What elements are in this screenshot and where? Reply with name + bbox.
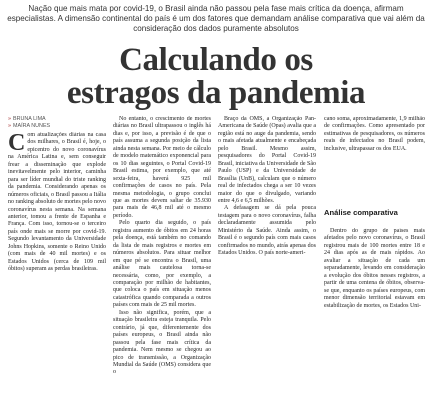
byline: [8, 116, 88, 130]
paragraph: Dentro do grupo de países mais afetados pelo novo coronavírus, o Brasil registrou mais de 100 mortes entre 18 e 24 dias após as de mais rápidos. Ao avaliar a situação de cada um separadamente, levando em consideração a evolução dos óbitos nesses registros, a partir de uma centena de óbitos, observa-se que, enquanto os países europeus, com menor dimensão territorial estavam em estabilização de mortes, os Estados Uni-: [324, 228, 425, 309]
byline-marker-icon: »: [8, 116, 11, 122]
drop-cap: C: [8, 132, 26, 156]
headline-line-1: Calculando os: [119, 42, 313, 78]
article-column-5: [324, 228, 425, 394]
article-headline: [0, 44, 432, 110]
article-column-4: [324, 116, 425, 194]
paragraph: A defasagem se dá pela pouca testagem para o novo coronavírus, falha declaradamente assumida pelo Ministério da Saúde. Ainda assim, o Brasil é o segundo país com mais casos confirmados no mundo, atrás apenas dos Estados Unidos. O país norte-ameri-: [218, 205, 316, 257]
paragraph: Braço da OMS, a Organização Pan-Americana de Saúde (Opas) avalia que a região está no auge da pandemia, sendo o mais afetada atualmente e encabeçada pelo Brasil. Mesmo assim, pesquisadores do Portal Covid-19 Brasil, iniciativa da Universidade de São Paulo (USP) e da Universidade de Brasília (UnB), calculam que o número real de infectados chega a ser 10 vezes maior do que o divulgado, variando entre 4,6 e 6,5 milhões.: [218, 116, 316, 204]
byline-author-1: » BRUNA LIMA: [8, 116, 46, 122]
byline-marker-icon: »: [8, 123, 11, 129]
paragraph: No entanto, o crescimento de mortes diárias no Brasil ultrapassou o inglês há dias e, por isso, a previsão é de que o país assuma a segunda posição da lista ainda nesta semana. Por meio de cálculo de modelo matemático exponencial para os 10 dias seguintes, o Portal Covid-19 Brasil estima, por exemplo, que até sexta-feira, haverá 925 mil confirmações de casos no país. Pela mesma metodologia, o grupo conclui que as mortes devem saltar de 35.930 para mais de 46,8 mil até o mesmo período.: [113, 116, 211, 219]
article-column-3: [218, 116, 316, 394]
paragraph: Com atualizações diárias na casa dos milhares, o Brasil é, hoje, o epicentro do novo coronavírus na América Latina e, sem conseguir frear a disseminação que explode inevitavelmente pelo interior, caminha para ser líder mundial do triste ranking da pandemia. Considerando apenas os números oficiais, o Brasil passou a Itália no ranking absoluto de mortes pelo novo coronavírus nesta semana. Na semana anterior, tomou a frente de Espanha e França. Com isso, tornou-se o terceiro país onde mais se morre por covid-19. Segundo levantamento da Universidade Johns Hopkins, somente o Reino Unido (com mais de 40 mil mortes) e os Estados Unidos (cerca de 109 mil óbitos) superam as perdas brasileiras.: [8, 132, 106, 273]
paragraph: Pelo quarto dia seguido, o país registra aumento de óbitos em 24 horas pela doença, está também no comando da lista de mais registros e mortes em números absolutos. Para situar melhor em que pé se encontra o Brasil, uma análise mais cautelosa torna-se necessária, como, por exemplo, a comparação por milhão de habitantes, que coloca o país em situação menos catastrófica quando comparada a outros países com mais de 25 mil mortes.: [113, 220, 211, 309]
byline-author-2: » MAÍRA NUNES: [8, 123, 51, 129]
headline-line-2: estragos da pandemia: [66, 75, 366, 111]
article-deck: Nação que mais mata por covid-19, o Brasil ainda não passou pela fase mais crítica da doença, afirmam especialistas. A dimensão continental do país é um dos fatores que demandam análise comparativa que vai além da consideração dos dados puramente absolutos: [7, 4, 425, 34]
section-subheading: Análise comparativa: [324, 208, 398, 217]
paragraph: Isso não significa, porém, que a situação brasileira esteja tranquila. Pelo contrário, já que, diferentemente dos países europeus, o Brasil ainda não passou pela fase mais crítica da pandemia. Nem mesmo se chegou ao pico de transmissão, a Organização Mundial da Saúde (OMS) considera que o: [113, 309, 211, 376]
article-column-1: [8, 132, 106, 394]
article-column-2: [113, 116, 211, 394]
paragraph: cano soma, aproximadamente, 1,9 milhão de confirmações. Como apresentado por estimativas de pesquisadores, os números reais de infectados no Brasil podem, inclusive, ultrapassar os dos EUA.: [324, 116, 425, 152]
